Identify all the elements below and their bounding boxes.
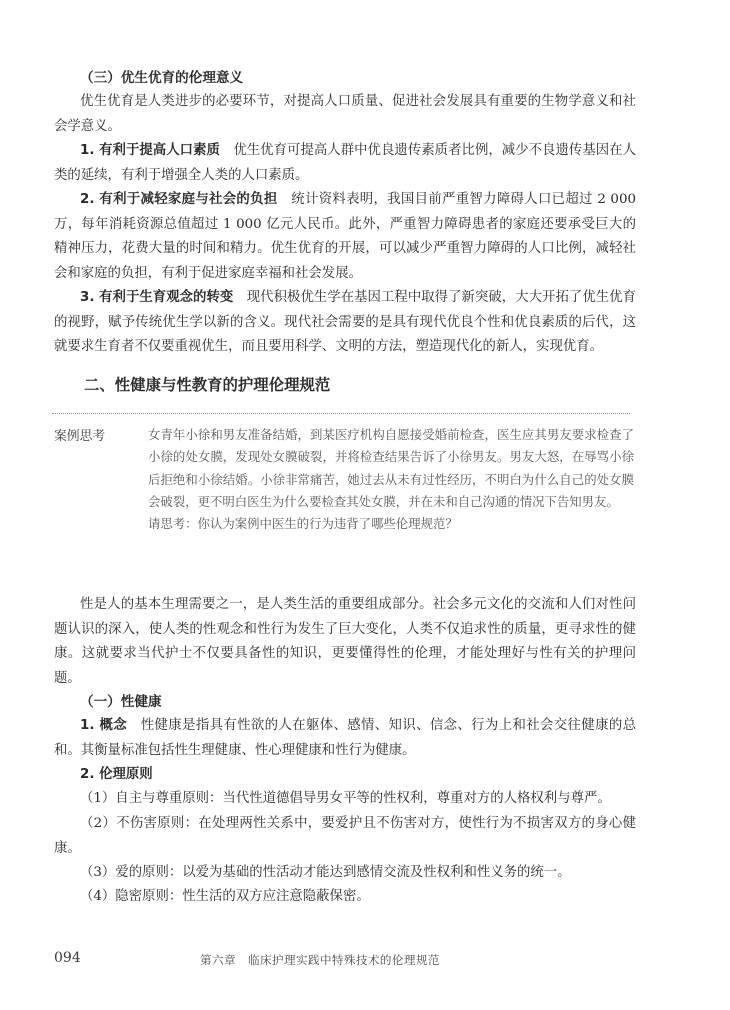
principle-4: （4）隐密原则：性生活的双方应注意隐蔽保密。 — [80, 889, 370, 904]
case-label: 案例思考 — [54, 429, 106, 444]
paragraph-sex-intro: 性是人的基本生理需要之一，是人类生活的重要组成部分。社会多元文化的交流和人们对性问题认识的深入，使人类的性观念和性行为发生了巨大变化，人类不仅追求性的质量，更寻求性的健康。这就要求当代护士不仅要具备性的知识，更要懂得性的伦理，才能处理好与性有关的护理问题。 — [54, 597, 636, 686]
item-3-title: 3. 有利于生育观念的转变 — [80, 290, 234, 305]
concept-text: 性健康是指具有性欲的人在躯体、感情、知识、信念、行为上和社会交往健康的总和。其衡量标准包括性生理健康、性心理健康和性行为健康。 — [54, 718, 636, 758]
item-2-title: 2. 有利于减轻家庭与社会的负担 — [80, 192, 278, 207]
principle-2: （2）不伤害原则：在处理两性关系中，要爱护且不伤害对方，使性行为不损害双方的身心健康。 — [54, 816, 636, 856]
item-1-text: 优生优育可提高人群中优良遗传素质者比例，减少不良遗传基因在人类的延续，有利于增强全人类的人口素质。 — [54, 143, 636, 183]
paragraph-item-2 — [54, 188, 636, 286]
item-3-text: 现代积极优生学在基因工程中取得了新突破，大大开拓了优生优育的视野，赋予传统优生学以新的含义。现代社会需要的是具有现代优良个性和优良素质的后代，这就要求生育者不仅要重视优生，而且要用科学、文明的方法，塑造现代化的新人，实现优育。 — [54, 290, 636, 355]
paragraph-item-3 — [54, 286, 636, 360]
item-1-title: 1. 有利于提高人口素质 — [80, 143, 220, 158]
case-top-divider — [52, 413, 630, 414]
case-text: 女青年小徐和男友准备结婚，到某医疗机构自愿接受婚前检查，医生应其男友要求检查了小徐的处女膜，发现处女膜破裂，并将检查结果告诉了小徐男友。男友大怒，在辱骂小徐后拒绝和小徐结婚。小徐非常痛苦，她过去从未有过性经历，不明白为什么自己的处女膜会破裂，更不明白医生为什么要检查其处女膜，并在未和自己沟通的情况下告知男友。 — [148, 427, 634, 509]
section-heading-2: 二、性健康与性教育的护理伦理规范 — [84, 376, 331, 394]
principle-1: （1）自主与尊重原则：当代性道德倡导男女平等的性权利，尊重对方的人格权利与尊严。 — [80, 791, 611, 806]
case-question: 请思考：你认为案例中医生的行为违背了哪些伦理规范？ — [148, 516, 458, 532]
chapter-footer: 第六章 临床护理实践中特殊技术的伦理规范 — [200, 953, 440, 967]
page-number: 094 — [54, 950, 81, 966]
item-2-text: 统计资料表明，我国目前严重智力障碍人口已超过 2 000 万，每年消耗资源总值超过 1 000 亿元人民币。此外，严重智力障碍患者的家庭还要承受巨大的精神压力，花费大量的时间和精力。优生优育的开展，可以减少严重智力障碍的人口比例，减轻社会和家庭的负担，有利于促进家庭幸福和社会发展。 — [54, 192, 636, 281]
concept-title: 1. 概念 — [80, 718, 127, 733]
principle-3: （3）爱的原则：以爱为基础的性活动才能达到感情交流及性权利和性义务的统一。 — [80, 865, 571, 880]
paragraph-eugenics-intro: 优生优育是人类进步的必要环节，对提高人口质量、促进社会发展具有重要的生物学意义和社会学意义。 — [54, 94, 636, 134]
case-box — [148, 424, 634, 535]
paragraph-item-1 — [54, 139, 636, 188]
paragraph-concept — [54, 714, 636, 763]
subsection-heading-sexual-health: （一）性健康 — [80, 694, 162, 710]
section-heading-3: （三）优生优育的伦理意义 — [80, 70, 244, 86]
principles-title: 2. 伦理原则 — [80, 767, 153, 782]
